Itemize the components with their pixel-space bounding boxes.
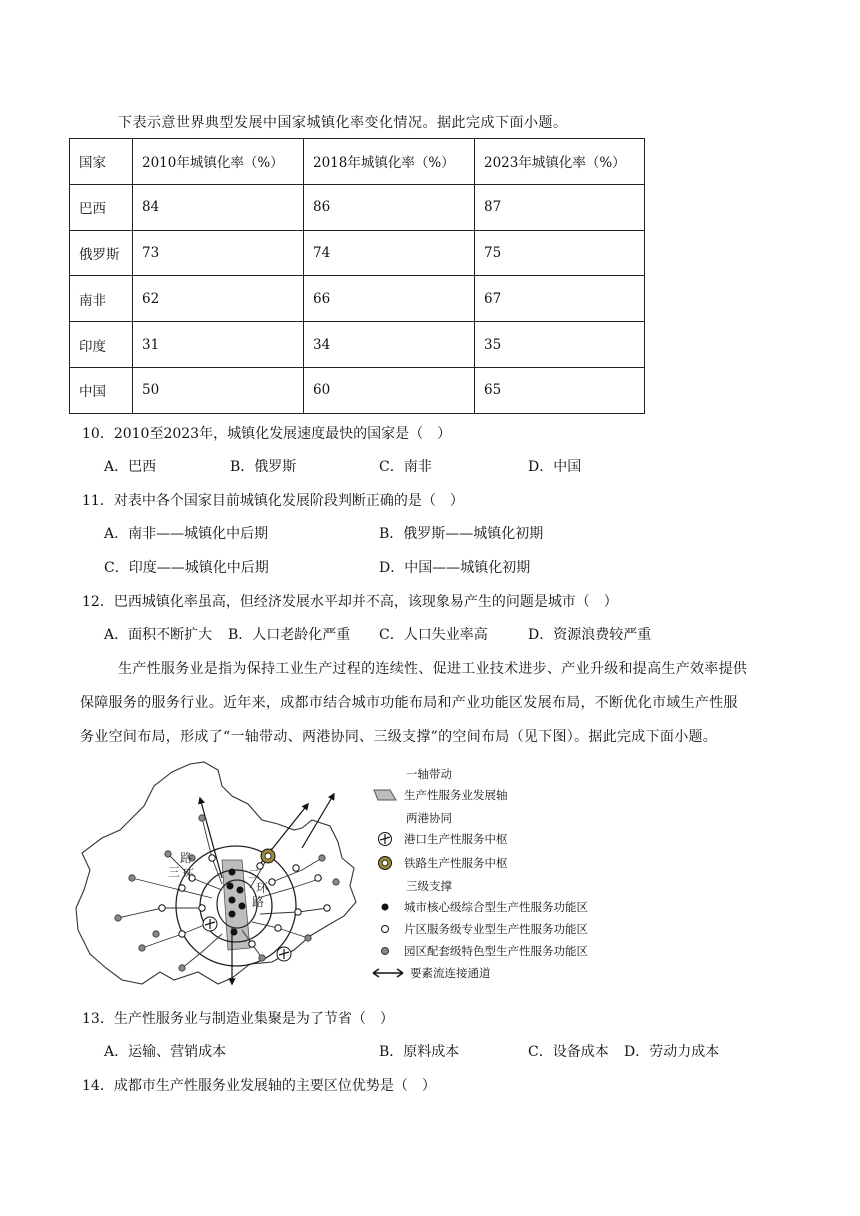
double-arrow-icon: [370, 965, 406, 981]
park-point: [165, 851, 171, 857]
passage-line-3: 务业空间布局，形成了“一轴带动、两港协同、三级支撑”的空间布局（见下图）。据此完成下面小题。: [80, 729, 718, 745]
question-13-stem: 13．生产性服务业与制造业集聚是为了节省（ ）: [82, 1011, 394, 1027]
table-row: [70, 322, 645, 368]
q12-option-d: D．资源浪费较严重: [528, 627, 652, 643]
rail-hub-icon: [370, 855, 400, 871]
park-point: [305, 935, 311, 941]
passage-line-2: 保障服务的服务行业。近年来，成都市结合城市功能布局和产业功能区发展布局，不断优化市域生产性服: [80, 695, 738, 711]
table-cell: 巴西: [70, 184, 133, 230]
table-cell: 67: [475, 276, 645, 322]
table-header: 2023年城镇化率（%）: [475, 139, 645, 185]
district-point: [199, 905, 205, 911]
table-cell: 31: [133, 322, 304, 368]
district-point: [179, 931, 185, 937]
q11-option-c: C．印度——城镇化中后期: [104, 560, 269, 576]
ring-label-er: 二: [248, 867, 261, 881]
park-point: [199, 815, 205, 821]
q10-option-c: C．南非: [379, 459, 432, 475]
table-cell: 87: [475, 184, 645, 230]
legend-rail: 铁路生产性服务中枢: [370, 854, 508, 872]
core-point: [231, 929, 238, 936]
table-intro: 下表示意世界典型发展中国家城镇化率变化情况。据此完成下面小题。: [118, 115, 568, 131]
core-point: [229, 911, 236, 918]
table-cell: 50: [133, 367, 304, 413]
ring-label-san: 三: [168, 865, 181, 879]
district-point: [315, 875, 321, 881]
chengdu-map: [72, 758, 368, 994]
axis-swatch-icon: [370, 787, 400, 803]
table-header: 国家: [70, 139, 133, 185]
legend-channel: 要素流连接通道: [370, 964, 491, 982]
ring-label-huan: 环: [182, 867, 195, 881]
core-point-icon: [370, 899, 400, 915]
park-point: [333, 879, 339, 885]
urbanization-table: [69, 138, 645, 414]
ring-label-huan-2: 环: [256, 881, 269, 895]
q12-option-b: B．人口老龄化严重: [228, 627, 351, 643]
q10-option-a: A．巴西: [104, 459, 157, 475]
q12-option-a: A．面积不断扩大: [104, 627, 213, 643]
table-cell: 66: [304, 276, 475, 322]
table-cell: 俄罗斯: [70, 230, 133, 276]
table-cell: 35: [475, 322, 645, 368]
park-point: [115, 915, 121, 921]
legend-district: 片区服务级专业型生产性服务功能区: [370, 920, 588, 938]
port-hub-icon: [370, 831, 400, 847]
q13-option-b: B．原料成本: [379, 1044, 460, 1060]
district-point: [275, 925, 281, 931]
passage-line-1: 生产性服务业是指为保持工业生产过程的连续性、促进工业技术进步、产业升级和提高生产效率提供: [118, 661, 748, 677]
table-cell: 60: [304, 367, 475, 413]
district-point: [269, 879, 275, 885]
district-point-icon: [370, 921, 400, 937]
q13-option-a: A．运输、营销成本: [104, 1044, 227, 1060]
park-point: [139, 945, 145, 951]
district-point: [209, 855, 215, 861]
district-point: [249, 941, 255, 947]
question-12-stem: 12．巴西城镇化率虽高，但经济发展水平却并不高，该现象易产生的问题是城市（ ）: [82, 594, 618, 610]
park-point: [319, 855, 325, 861]
q13-option-c: C．设备成本: [528, 1044, 609, 1060]
table-cell: 印度: [70, 322, 133, 368]
park-point-icon: [370, 943, 400, 959]
district-point: [159, 905, 165, 911]
rail-hub-icon: [261, 849, 275, 863]
district-point: [293, 865, 299, 871]
q10-option-d: D．中国: [528, 459, 582, 475]
table-row: [70, 276, 645, 322]
legend-group-1: 一轴带动: [406, 767, 452, 781]
table-cell: 73: [133, 230, 304, 276]
core-point: [239, 903, 246, 910]
port-hub-icon: [277, 947, 291, 961]
legend-group-2: 两港协同: [406, 811, 452, 825]
question-14-stem: 14．成都市生产性服务业发展轴的主要区位优势是（ ）: [82, 1078, 436, 1094]
park-point: [179, 965, 185, 971]
table-cell: 34: [304, 322, 475, 368]
table-cell: 62: [133, 276, 304, 322]
legend-group-3: 三级支撑: [406, 879, 452, 893]
q12-option-c: C．人口失业率高: [379, 627, 488, 643]
park-point: [153, 931, 159, 937]
legend-park: 园区配套级特色型生产性服务功能区: [370, 942, 588, 960]
table-header: 2010年城镇化率（%）: [133, 139, 304, 185]
table-header: 2018年城镇化率（%）: [304, 139, 475, 185]
table-row: [70, 367, 645, 413]
district-point: [324, 905, 330, 911]
table-row: [70, 230, 645, 276]
table-cell: 84: [133, 184, 304, 230]
city-boundary: [76, 762, 356, 984]
question-10-stem: 10．2010至2023年，城镇化发展速度最快的国家是（ ）: [82, 426, 452, 442]
core-point: [229, 869, 236, 876]
q11-option-b: B．俄罗斯——城镇化初期: [379, 526, 544, 542]
q13-option-d: D．劳动力成本: [624, 1044, 720, 1060]
map-legend: [370, 762, 670, 987]
q11-option-d: D．中国——城镇化初期: [379, 560, 531, 576]
table-row: [70, 184, 645, 230]
question-11-stem: 11．对表中各个国家目前城镇化发展阶段判断正确的是（ ）: [82, 493, 464, 509]
table-cell: 86: [304, 184, 475, 230]
table-header-row: [70, 139, 645, 185]
legend-port: 港口生产性服务中枢: [370, 830, 508, 848]
legend-axis: 生产性服务业发展轴: [370, 786, 508, 804]
port-hub-icon: [203, 917, 217, 931]
district-point: [295, 909, 301, 915]
core-point: [237, 887, 244, 894]
q11-option-a: A．南非——城镇化中后期: [104, 526, 269, 542]
core-point: [227, 883, 234, 890]
core-point: [229, 897, 236, 904]
legend-core: 城市核心级综合型生产性服务功能区: [370, 898, 588, 916]
table-cell: 65: [475, 367, 645, 413]
table-cell: 中国: [70, 367, 133, 413]
passage: [80, 652, 780, 754]
park-point: [259, 955, 265, 961]
park-point: [129, 875, 135, 881]
table-cell: 南非: [70, 276, 133, 322]
ring-label-lu: 路: [180, 851, 193, 865]
ring-label-lu-2: 路: [252, 895, 265, 909]
table-cell: 74: [304, 230, 475, 276]
table-cell: 75: [475, 230, 645, 276]
district-point: [179, 885, 185, 891]
q10-option-b: B．俄罗斯: [230, 459, 297, 475]
